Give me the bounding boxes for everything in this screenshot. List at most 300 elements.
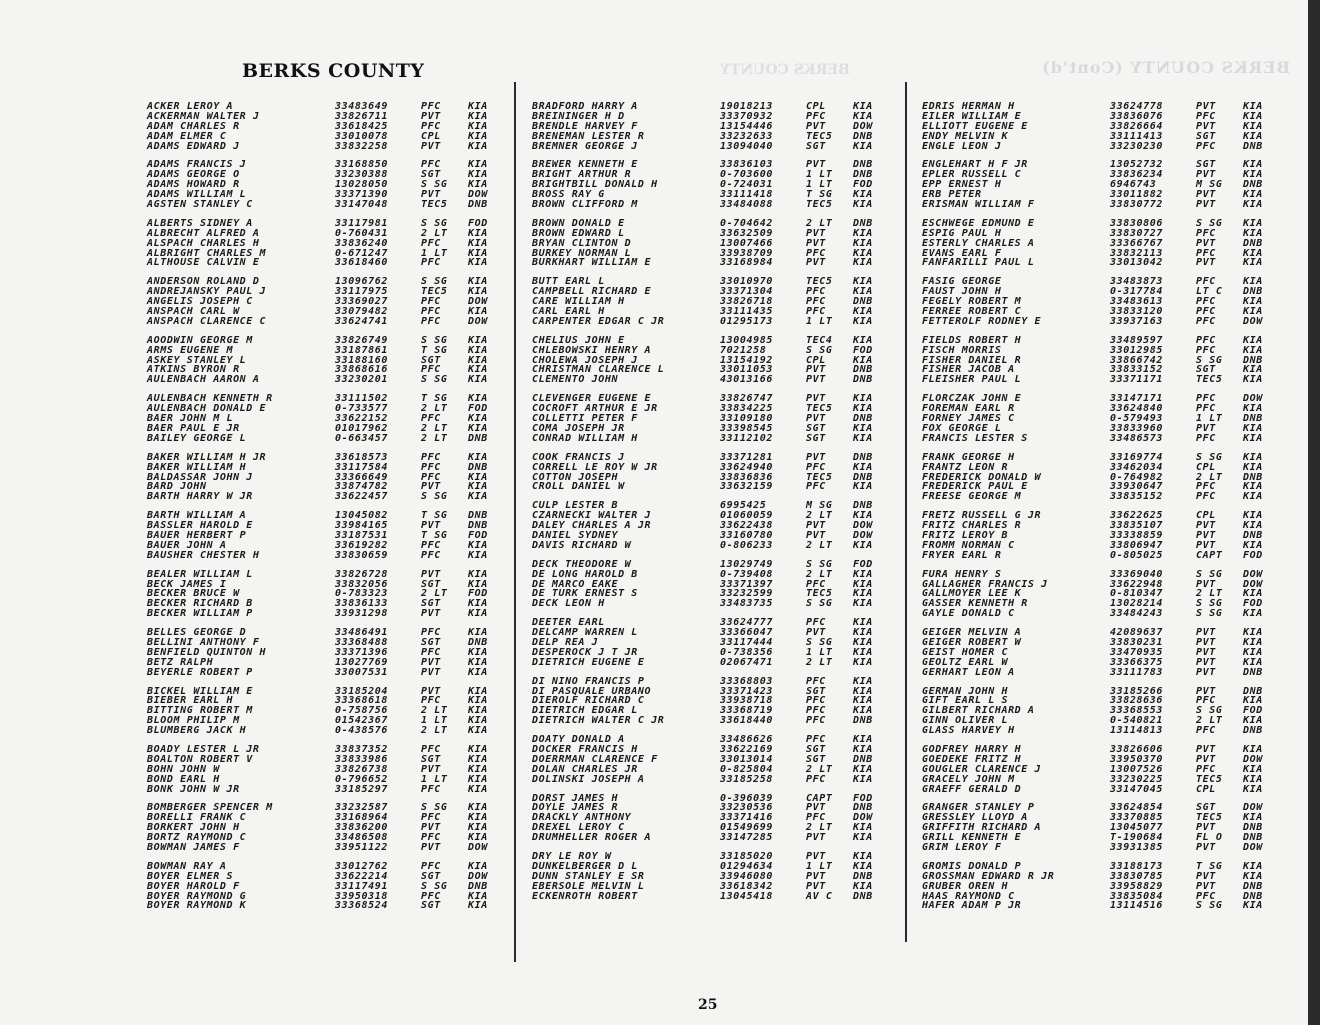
entry-serial-number: 33833152	[1110, 364, 1163, 376]
roster-group	[147, 511, 507, 560]
entry-name: CHOLEWA JOSEPH J	[532, 354, 638, 366]
entry-name: GRIFFITH RICHARD A	[922, 822, 1042, 834]
entry-rank: PVT	[1196, 422, 1216, 434]
entry-name: EPLER RUSSELL C	[922, 169, 1022, 181]
entry-status: KIA	[1243, 296, 1263, 308]
entry-rank: PVT	[1196, 880, 1216, 892]
entry-status: FOD	[468, 588, 488, 600]
entry-serial-number: 0-438576	[335, 725, 388, 737]
entry-serial-number: 33489597	[1110, 334, 1163, 346]
entry-name: DRACKLY ANTHONY	[532, 812, 632, 824]
entry-rank: PVT	[806, 159, 826, 171]
entry-name: GINN OLIVER L	[922, 715, 1009, 727]
entry-status: KIA	[1243, 870, 1263, 882]
entry-status: DOW	[853, 520, 873, 532]
entry-status: FOD	[853, 179, 873, 191]
entry-status: DNB	[1243, 880, 1263, 892]
entry-rank: 2 LT	[1196, 715, 1223, 727]
entry-status: KIA	[853, 636, 873, 648]
entry-rank: 2 LT	[421, 725, 448, 737]
entry-status: KIA	[853, 393, 873, 405]
entry-serial-number: 33007531	[335, 666, 388, 678]
entry-status: KIA	[468, 802, 488, 814]
entry-status: KIA	[468, 763, 488, 775]
entry-serial-number: 0-758756	[335, 705, 388, 717]
entry-rank: S SG	[1196, 900, 1223, 912]
entry-name: BAILEY GEORGE L	[147, 432, 247, 444]
entry-rank: S SG	[1196, 354, 1223, 366]
roster-entry	[922, 668, 1282, 678]
entry-serial-number: 33950318	[335, 890, 388, 902]
entry-status: KIA	[853, 334, 873, 346]
entry-rank: SGT	[1196, 802, 1216, 814]
entry-name: FIELDS ROBERT H	[922, 334, 1022, 346]
entry-name: ALBRECHT ALFRED A	[147, 227, 260, 239]
entry-name: ARMS EUGENE M	[147, 344, 234, 356]
entry-serial-number: 33188173	[1110, 860, 1163, 872]
roster-entry	[532, 317, 892, 327]
entry-status: DNB	[853, 890, 873, 902]
entry-name: EPP ERNEST H	[922, 179, 1002, 191]
entry-name: BIEBER EARL H	[147, 695, 234, 707]
entry-name: FRITZ CHARLES R	[922, 520, 1022, 532]
roster-column-2	[532, 102, 892, 910]
entry-name: DIETRICH EUGENE E	[532, 656, 645, 668]
roster-group	[147, 219, 507, 268]
entry-status: KIA	[468, 364, 488, 376]
entry-rank: TEC5	[806, 403, 833, 415]
entry-status: KIA	[468, 860, 488, 872]
entry-rank: PVT	[1196, 539, 1216, 551]
entry-serial-number: 0-579493	[1110, 413, 1163, 425]
entry-serial-number: 33806947	[1110, 539, 1163, 551]
entry-status: KIA	[1243, 364, 1263, 376]
entry-serial-number: 33147171	[1110, 393, 1163, 405]
entry-status: DNB	[1243, 666, 1263, 678]
entry-name: DRY LE ROY W	[532, 851, 612, 862]
entry-serial-number: 33874782	[335, 481, 388, 493]
entry-serial-number: 01542367	[335, 715, 388, 727]
entry-serial-number: 01549699	[720, 822, 773, 834]
entry-name: DOLAN CHARLES JR	[532, 763, 638, 775]
entry-status: KIA	[853, 432, 873, 444]
entry-rank: PFC	[421, 237, 441, 249]
entry-rank: PVT	[806, 257, 826, 269]
entry-name: BOHN JOHN W	[147, 763, 220, 775]
entry-serial-number: 33830772	[1110, 199, 1163, 211]
roster-group	[922, 453, 1282, 502]
entry-serial-number: 33618425	[335, 120, 388, 132]
entry-serial-number: 0-704642	[720, 217, 773, 229]
scan-edge	[1308, 0, 1320, 1025]
entry-rank: PVT	[421, 656, 441, 668]
entry-serial-number: 33837352	[335, 743, 388, 755]
entry-rank: PVT	[806, 451, 826, 463]
entry-rank: PVT	[806, 393, 826, 405]
entry-name: BECK JAMES I	[147, 578, 227, 590]
entry-rank: SGT	[806, 685, 826, 697]
entry-serial-number: 13027769	[335, 656, 388, 668]
roster-group	[532, 852, 892, 901]
entry-serial-number: 33836133	[335, 598, 388, 610]
entry-serial-number: 0-703600	[720, 169, 773, 181]
entry-rank: PFC	[806, 773, 826, 785]
entry-rank: PVT	[806, 227, 826, 239]
entry-name: AGSTEN STANLEY C	[147, 199, 253, 211]
entry-status: DOW	[1243, 753, 1263, 765]
entry-status: KIA	[468, 812, 488, 824]
entry-status: KIA	[468, 101, 488, 112]
entry-rank: PVT	[1196, 666, 1216, 678]
roster-entry	[532, 142, 892, 152]
entry-rank: S SG	[1196, 451, 1223, 463]
roster-entry	[147, 200, 507, 210]
entry-name: FEGELY ROBERT M	[922, 296, 1022, 308]
entry-name: DRUMHELLER ROGER A	[532, 832, 652, 844]
entry-status: KIA	[468, 753, 488, 765]
entry-name: BAUER JOHN A	[147, 539, 227, 551]
entry-name: CAMPBELL RICHARD E	[532, 286, 652, 298]
entry-status: KIA	[468, 247, 488, 259]
entry-status: KIA	[1243, 199, 1263, 211]
entry-name: DIETRICH WALTER C JR	[532, 715, 665, 727]
entry-serial-number: 01295173	[720, 315, 773, 327]
entry-name: CLEVENGER EUGENE E	[532, 393, 652, 405]
entry-rank: S SG	[1196, 568, 1223, 580]
roster-group	[532, 394, 892, 443]
entry-status: DNB	[853, 471, 873, 483]
entry-status: KIA	[468, 306, 488, 318]
roster-entry	[922, 200, 1282, 210]
roster-group	[147, 628, 507, 677]
roster-group	[147, 687, 507, 736]
roster-group	[532, 160, 892, 209]
entry-serial-number: 13028214	[1110, 598, 1163, 610]
roster-entry	[532, 658, 892, 668]
entry-rank: SGT	[806, 432, 826, 444]
entry-name: BROWN DONALD E	[532, 217, 625, 229]
entry-status: KIA	[468, 685, 488, 697]
entry-name: ADAMS HOWARD R	[147, 179, 240, 191]
entry-status: KIA	[853, 695, 873, 707]
entry-name: BORTZ RAYMOND C	[147, 832, 247, 844]
entry-status: KIA	[853, 237, 873, 249]
roster-entry	[147, 726, 507, 736]
entry-status: KIA	[853, 860, 873, 872]
entry-serial-number: 33368803	[720, 675, 773, 687]
entry-rank: S SG	[421, 880, 448, 892]
entry-rank: S SG	[1196, 598, 1223, 610]
entry-name: ADAMS WILLIAM L	[147, 189, 247, 201]
entry-name: FERREE ROBERT C	[922, 306, 1022, 318]
entry-serial-number: 33370885	[1110, 812, 1163, 824]
entry-status: KIA	[468, 656, 488, 668]
entry-serial-number: 13154446	[720, 120, 773, 132]
entry-name: ERISMAN WILLIAM F	[922, 199, 1035, 211]
entry-serial-number: 33368719	[720, 705, 773, 717]
entry-serial-number: 33366047	[720, 627, 773, 639]
entry-serial-number: 33111413	[1110, 130, 1163, 142]
entry-serial-number: 33185020	[720, 851, 773, 862]
entry-rank: PVT	[806, 627, 826, 639]
entry-rank: LT C	[1196, 286, 1223, 298]
entry-status: KIA	[1243, 169, 1263, 181]
entry-name: ALSPACH CHARLES H	[147, 237, 260, 249]
entry-status: KIA	[853, 880, 873, 892]
roster-group	[532, 102, 892, 151]
roster-entry	[922, 317, 1282, 327]
entry-name: BOADY LESTER L JR	[147, 743, 260, 755]
roster-entry	[147, 609, 507, 619]
entry-serial-number: 13007466	[720, 237, 773, 249]
roster-group	[532, 794, 892, 843]
entry-rank: PVT	[1196, 578, 1216, 590]
entry-rank: PFC	[421, 101, 441, 112]
entry-serial-number: 33958829	[1110, 880, 1163, 892]
entry-name: FROMM NORMAN C	[922, 539, 1015, 551]
entry-serial-number: 13114516	[1110, 900, 1163, 912]
entry-rank: SGT	[421, 870, 441, 882]
entry-serial-number: 33826664	[1110, 120, 1163, 132]
entry-rank: 1 LT	[806, 646, 833, 658]
entry-status: KIA	[853, 481, 873, 493]
entry-status: KIA	[468, 890, 488, 902]
roster-entry	[532, 541, 892, 551]
entry-status: KIA	[468, 110, 488, 122]
entry-serial-number: 33013042	[1110, 257, 1163, 269]
entry-serial-number: 43013166	[720, 374, 773, 386]
entry-serial-number: 0-317784	[1110, 286, 1163, 298]
roster-group	[147, 277, 507, 326]
entry-serial-number: 33117444	[720, 636, 773, 648]
entry-status: KIA	[853, 403, 873, 415]
entry-rank: SGT	[421, 598, 441, 610]
entry-name: BURKHART WILLIAM E	[532, 257, 652, 269]
entry-rank: TEC5	[1196, 374, 1223, 386]
entry-status: KIA	[1243, 101, 1263, 112]
entry-serial-number: 33833986	[335, 753, 388, 765]
entry-name: BREMNER GEORGE J	[532, 140, 638, 152]
entry-serial-number: 0-825804	[720, 763, 773, 775]
entry-rank: TEC5	[806, 276, 833, 288]
entry-status: KIA	[468, 598, 488, 610]
entry-name: ESTERLY CHARLES A	[922, 237, 1035, 249]
entry-serial-number: 0-540821	[1110, 715, 1163, 727]
entry-status: KIA	[1243, 110, 1263, 122]
roster-entry	[147, 434, 507, 444]
entry-rank: 2 LT	[1196, 471, 1223, 483]
roster-group	[147, 570, 507, 619]
entry-status: KIA	[1243, 217, 1263, 229]
entry-status: KIA	[468, 179, 488, 191]
entry-rank: PFC	[1196, 140, 1216, 152]
entry-status: KIA	[468, 646, 488, 658]
entry-rank: TEC5	[806, 588, 833, 600]
entry-serial-number: 33111435	[720, 306, 773, 318]
entry-rank: PVT	[1196, 101, 1216, 112]
entry-rank: PVT	[1196, 120, 1216, 132]
entry-name: GOEDEKE FRITZ H	[922, 753, 1022, 765]
entry-name: FETTEROLF RODNEY E	[922, 315, 1042, 327]
entry-serial-number: 33117584	[335, 461, 388, 473]
entry-status: KIA	[853, 851, 873, 862]
entry-rank: PFC	[806, 286, 826, 298]
entry-rank: PFC	[806, 675, 826, 687]
entry-status: KIA	[1243, 130, 1263, 142]
entry-status: KIA	[468, 832, 488, 844]
roster-entry	[922, 901, 1282, 911]
entry-rank: PVT	[1196, 520, 1216, 532]
entry-serial-number: 33622457	[335, 491, 388, 503]
entry-rank: 2 LT	[806, 539, 833, 551]
entry-serial-number: 33632509	[720, 227, 773, 239]
entry-name: BAER JOHN M L	[147, 413, 234, 425]
entry-serial-number: 33622169	[720, 743, 773, 755]
entry-status: KIA	[468, 140, 488, 152]
entry-rank: PFC	[421, 549, 441, 561]
entry-name: ANSPACH CLARENCE C	[147, 315, 267, 327]
entry-rank: PVT	[806, 802, 826, 814]
roster-group	[922, 862, 1282, 911]
entry-serial-number: 33013014	[720, 753, 773, 765]
entry-name: FLORCZAK JOHN E	[922, 393, 1022, 405]
entry-status: FOD	[853, 792, 873, 804]
entry-rank: PVT	[421, 822, 441, 834]
entry-name: BONK JOHN W JR	[147, 783, 240, 795]
entry-rank: SGT	[806, 753, 826, 765]
entry-rank: PVT	[806, 237, 826, 249]
entry-rank: PFC	[806, 695, 826, 707]
entry-status: DNB	[1243, 685, 1263, 697]
roster-group	[532, 219, 892, 268]
entry-name: COOK FRANCIS J	[532, 451, 625, 463]
entry-serial-number: 33079482	[335, 306, 388, 318]
entry-serial-number: 33168850	[335, 159, 388, 171]
entry-serial-number: 33622152	[335, 413, 388, 425]
entry-rank: TEC4	[806, 334, 833, 346]
entry-rank: PVT	[421, 608, 441, 620]
roster-entry	[147, 843, 507, 853]
roster-group	[922, 219, 1282, 268]
entry-rank: PVT	[806, 529, 826, 541]
entry-status: KIA	[468, 695, 488, 707]
entry-rank: PVT	[806, 120, 826, 132]
entry-serial-number: 33371171	[1110, 374, 1163, 386]
entry-serial-number: 33946080	[720, 870, 773, 882]
roster-group	[147, 394, 507, 443]
roster-group	[922, 277, 1282, 326]
entry-serial-number: 33012762	[335, 860, 388, 872]
entry-rank: PFC	[421, 159, 441, 171]
entry-serial-number: 33371416	[720, 812, 773, 824]
entry-name: HAAS RAYMOND C	[922, 890, 1015, 902]
entry-name: BRIGHT ARTHUR R	[532, 169, 632, 181]
entry-rank: PFC	[806, 812, 826, 824]
entry-serial-number: 33828636	[1110, 695, 1163, 707]
entry-rank: PFC	[421, 812, 441, 824]
entry-rank: PFC	[421, 451, 441, 463]
entry-status: KIA	[1243, 374, 1263, 386]
entry-serial-number: 33483735	[720, 598, 773, 610]
entry-name: GROSSMAN EDWARD R JR	[922, 870, 1055, 882]
entry-status: DOW	[1243, 315, 1263, 327]
entry-name: DEETER EARL	[532, 617, 605, 629]
entry-status: KIA	[468, 451, 488, 463]
entry-name: DOERRMAN CLARENCE F	[532, 753, 658, 765]
entry-serial-number: 33370932	[720, 110, 773, 122]
entry-serial-number: 33109180	[720, 413, 773, 425]
entry-rank: T SG	[421, 510, 448, 522]
entry-serial-number: 0-806233	[720, 539, 773, 551]
entry-status: DOW	[1243, 568, 1263, 580]
entry-rank: 2 LT	[806, 763, 833, 775]
entry-rank: PFC	[806, 247, 826, 259]
entry-rank: FL O	[1196, 832, 1223, 844]
entry-serial-number: 33232599	[720, 588, 773, 600]
entry-rank: PVT	[1196, 842, 1216, 853]
entry-status: KIA	[1243, 491, 1263, 503]
entry-name: BICKEL WILLIAM E	[147, 685, 253, 697]
entry-name: BALDASSAR JOHN J	[147, 471, 253, 483]
entry-rank: PVT	[421, 763, 441, 775]
entry-name: HAFER ADAM P JR	[922, 900, 1022, 912]
roster-entry	[922, 434, 1282, 444]
entry-rank: PVT	[1196, 237, 1216, 249]
roster-entry	[532, 892, 892, 902]
entry-name: GALLMOYER LEE K	[922, 588, 1022, 600]
entry-rank: PFC	[806, 296, 826, 308]
entry-status: KIA	[1243, 715, 1263, 727]
entry-rank: 2 LT	[421, 432, 448, 444]
entry-name: BLOOM PHILIP M	[147, 715, 240, 727]
entry-name: FURA HENRY S	[922, 568, 1002, 580]
entry-serial-number: 13096762	[335, 276, 388, 288]
entry-status: KIA	[468, 481, 488, 493]
entry-serial-number: 33366375	[1110, 656, 1163, 668]
entry-status: KIA	[468, 715, 488, 727]
entry-status: KIA	[468, 169, 488, 181]
entry-status: KIA	[853, 306, 873, 318]
entry-rank: 2 LT	[806, 510, 833, 522]
entry-status: KIA	[1243, 247, 1263, 259]
entry-name: BRIGHTBILL DONALD H	[532, 179, 658, 191]
roster-group	[147, 453, 507, 502]
entry-status: DNB	[853, 500, 873, 512]
entry-status: DNB	[1243, 140, 1263, 152]
entry-serial-number: 01060059	[720, 510, 773, 522]
entry-name: ELLIOTT EUGENE E	[922, 120, 1028, 132]
entry-status: KIA	[1243, 481, 1263, 493]
entry-serial-number: 33187531	[335, 529, 388, 541]
entry-name: BREININGER H D	[532, 110, 625, 122]
entry-rank: PFC	[1196, 432, 1216, 444]
entry-name: COTTON JOSEPH	[532, 471, 619, 483]
entry-status: KIA	[468, 900, 488, 912]
entry-status: DNB	[1243, 832, 1263, 844]
entry-serial-number: 33160780	[720, 529, 773, 541]
entry-status: KIA	[853, 286, 873, 298]
entry-name: CHLEBOWSKI HENRY A	[532, 344, 652, 356]
entry-name: GILBERT RICHARD A	[922, 705, 1035, 717]
entry-serial-number: 13052732	[1110, 159, 1163, 171]
entry-status: KIA	[1243, 422, 1263, 434]
entry-name: BAUER HERBERT P	[147, 529, 247, 541]
entry-serial-number: 0-738356	[720, 646, 773, 658]
entry-name: BOND EARL H	[147, 773, 220, 785]
entry-status: DNB	[853, 374, 873, 386]
entry-status: KIA	[468, 666, 488, 678]
entry-name: GODFREY HARRY H	[922, 743, 1022, 755]
